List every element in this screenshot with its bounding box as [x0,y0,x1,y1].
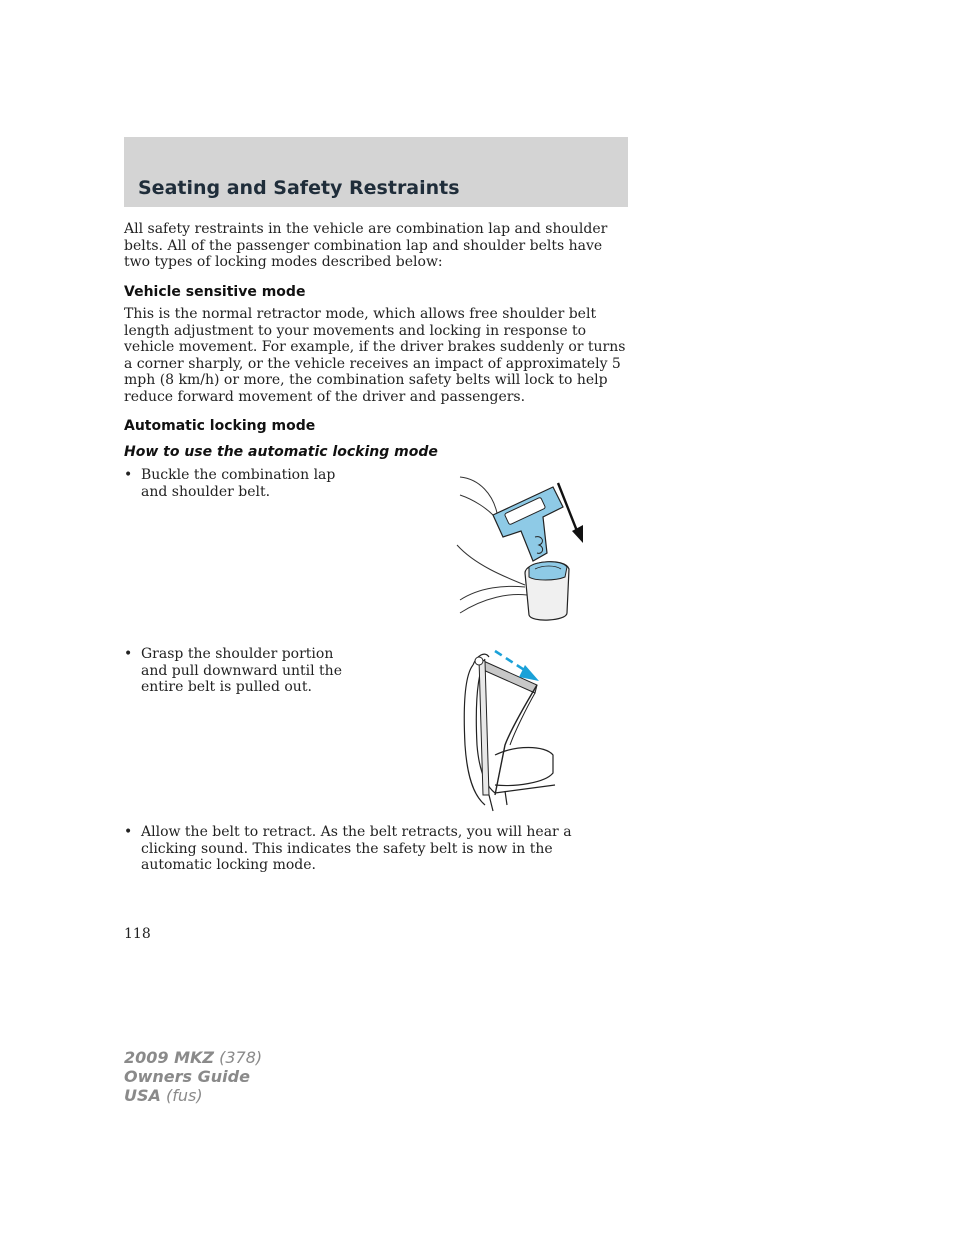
footer-model-code: (378) [219,1048,263,1067]
footer-market: USA [124,1086,161,1105]
bullet-text: Grasp the shoulder portion and pull downward until the entire belt is pulled out. [141,646,342,695]
bullet-dot: • [124,646,133,662]
footer-guide: Owners Guide [124,1067,250,1086]
latch-plate-icon [493,487,563,561]
footer-market-code: (fus) [166,1086,203,1105]
bullet-buckle [124,467,364,500]
footer-block [124,1048,262,1105]
bullet-text: Allow the belt to retract. As the belt retracts, you will hear a clicking sound. This indicates the safety belt is now in the automatic locking mode. [141,824,572,873]
buckle-receiver-icon [525,562,569,620]
automatic-locking-heading: Automatic locking mode [124,418,316,434]
bullet-grasp [124,646,364,696]
how-to-use-heading: How to use the automatic locking mode [124,444,438,460]
bullet-text: Buckle the combination lap and shoulder belt. [141,467,336,500]
page-number: 118 [124,926,151,942]
pull-belt-illustration [455,645,565,815]
section-header-band [124,137,628,207]
vehicle-sensitive-paragraph: This is the normal retractor mode, which allows free shoulder belt length adjustment to your movements and locking in response to vehicle movement. For example, if the driver brakes suddenly or turns a corner sharply, or the vehicle receives an impact of approximately 5 mph (8 km/h) or more, the combination safety belts will lock to help reduce forward movement of the driver and passengers. [124,306,626,405]
section-title: Seating and Safety Restraints [138,177,460,199]
arrow-down-icon [558,483,583,543]
intro-paragraph: All safety restraints in the vehicle are combination lap and shoulder belts. All of the passenger combination lap and shoulder belts have two types of locking modes described below: [124,221,608,270]
bullet-retract [124,824,624,874]
footer-model: 2009 MKZ [124,1048,215,1067]
bullet-dot: • [124,824,133,840]
vehicle-sensitive-heading: Vehicle sensitive mode [124,284,306,300]
bullet-dot: • [124,467,133,483]
buckle-illustration [455,465,590,625]
